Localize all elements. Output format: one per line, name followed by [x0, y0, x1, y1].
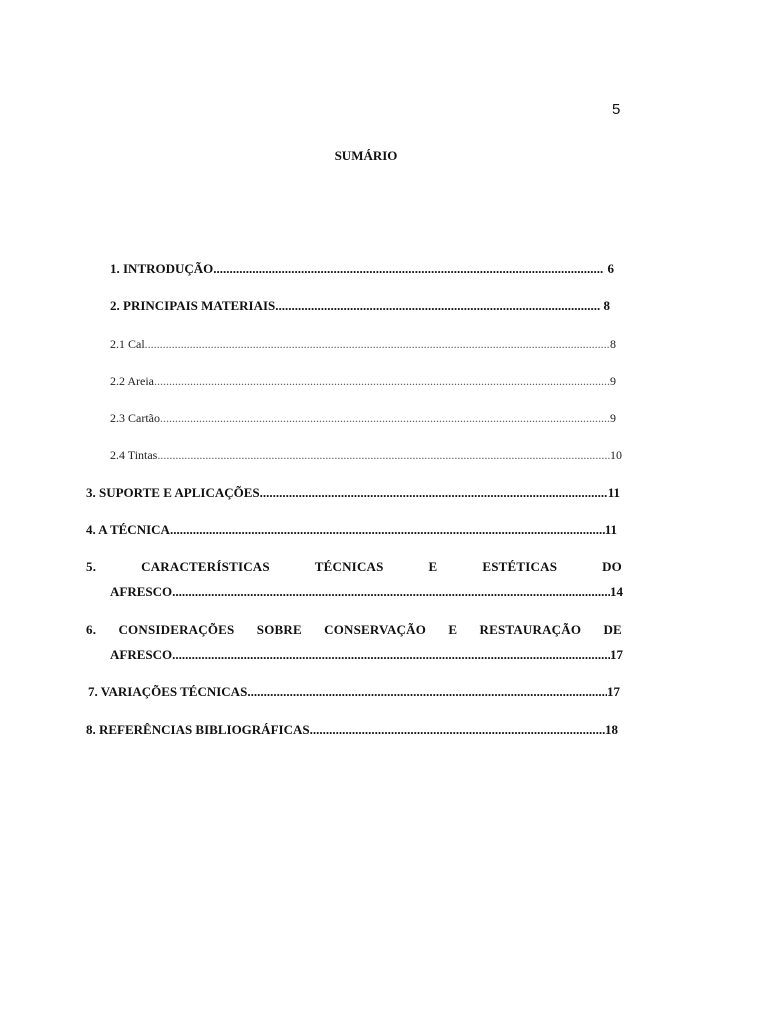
toc-leader-dots [275, 298, 599, 314]
toc-entry-page: 17 [607, 684, 620, 699]
toc-entry-caracteristicas-line1[interactable] [86, 559, 622, 575]
toc-entry-consideracoes-line2[interactable] [110, 647, 623, 663]
toc-entry-label: 2.1 Cal [110, 337, 145, 351]
toc-leader-dots [260, 485, 608, 501]
toc-leader-dots [213, 261, 603, 277]
toc-entry-label: 4. A TÉCNICA [86, 522, 170, 537]
toc-entry-page: 14 [610, 584, 623, 599]
toc-leader-dots [247, 684, 607, 700]
toc-leader-dots [172, 647, 610, 663]
toc-entry-label: AFRESCO [110, 584, 173, 599]
toc-word: E [448, 622, 458, 637]
toc-entry-label: 7. VARIAÇÕES TÉCNICAS [88, 684, 248, 699]
toc-entry-page: 17 [610, 647, 623, 662]
toc-entry-page: 8 [610, 337, 616, 351]
toc-entry-suporte-aplicacoes[interactable] [86, 485, 620, 501]
toc-entry-label: 2.3 Cartão [110, 411, 160, 425]
toc-leader-dots [154, 374, 610, 389]
toc-word: TÉCNICAS [314, 559, 384, 574]
toc-word: 5. [86, 559, 97, 574]
toc-word: CONSERVAÇÃO [324, 622, 427, 637]
toc-word: ESTÉTICAS [482, 559, 558, 574]
toc-leader-dots [170, 522, 605, 538]
toc-entry-label: 1. INTRODUÇÃO [110, 261, 214, 276]
toc-entry-principais-materiais[interactable] [110, 298, 610, 314]
toc-entry-page: 10 [610, 448, 622, 462]
toc-word: CONSIDERAÇÕES [118, 622, 235, 637]
toc-entry-referencias[interactable] [86, 722, 618, 738]
toc-entry-label: 2. PRINCIPAIS MATERIAIS [110, 298, 276, 313]
toc-leader-dots [145, 337, 610, 352]
toc-leader-dots [310, 722, 605, 738]
toc-entry-page: 6 [607, 261, 614, 276]
toc-entry-introducao[interactable] [110, 261, 614, 277]
toc-entry-label: 2.4 Tintas [110, 448, 158, 462]
toc-entry-page: 9 [610, 374, 616, 388]
toc-entry-page: 9 [610, 411, 616, 425]
toc-leader-dots [172, 584, 610, 600]
toc-entry-label: 2.2 Areia [110, 374, 154, 388]
toc-word: DO [602, 559, 622, 574]
toc-entry-variacoes-tecnicas[interactable] [88, 684, 620, 700]
toc-entry-consideracoes-line1[interactable] [86, 622, 622, 638]
toc-entry-caracteristicas-line2[interactable] [110, 584, 623, 600]
page-number: 5 [612, 101, 621, 118]
toc-word: CARACTERÍSTICAS [141, 559, 270, 574]
toc-entry-label: AFRESCO [110, 647, 173, 662]
toc-word: 6. [86, 622, 97, 637]
toc-entry-page: 11 [604, 522, 617, 537]
toc-entry-label: 3. SUPORTE E APLICAÇÕES [86, 485, 260, 500]
toc-entry-label: 8. REFERÊNCIAS BIBLIOGRÁFICAS [86, 722, 310, 737]
toc-entry-page: 8 [603, 298, 610, 313]
toc-entry-a-tecnica[interactable] [86, 522, 617, 538]
toc-word: E [428, 559, 438, 574]
toc-entry-areia[interactable] [110, 374, 616, 389]
toc-word: SOBRE [256, 622, 302, 637]
toc-word: DE [603, 622, 622, 637]
toc-word: RESTAURAÇÃO [479, 622, 582, 637]
toc-leader-dots [160, 411, 610, 426]
toc-entry-cartao[interactable] [110, 411, 616, 426]
page-title: SUMÁRIO [334, 148, 398, 163]
toc-entry-page: 11 [607, 485, 620, 500]
toc-entry-page: 18 [605, 722, 618, 737]
toc-leader-dots [157, 448, 610, 463]
toc-entry-tintas[interactable] [110, 448, 622, 463]
toc-entry-cal[interactable] [110, 337, 616, 352]
